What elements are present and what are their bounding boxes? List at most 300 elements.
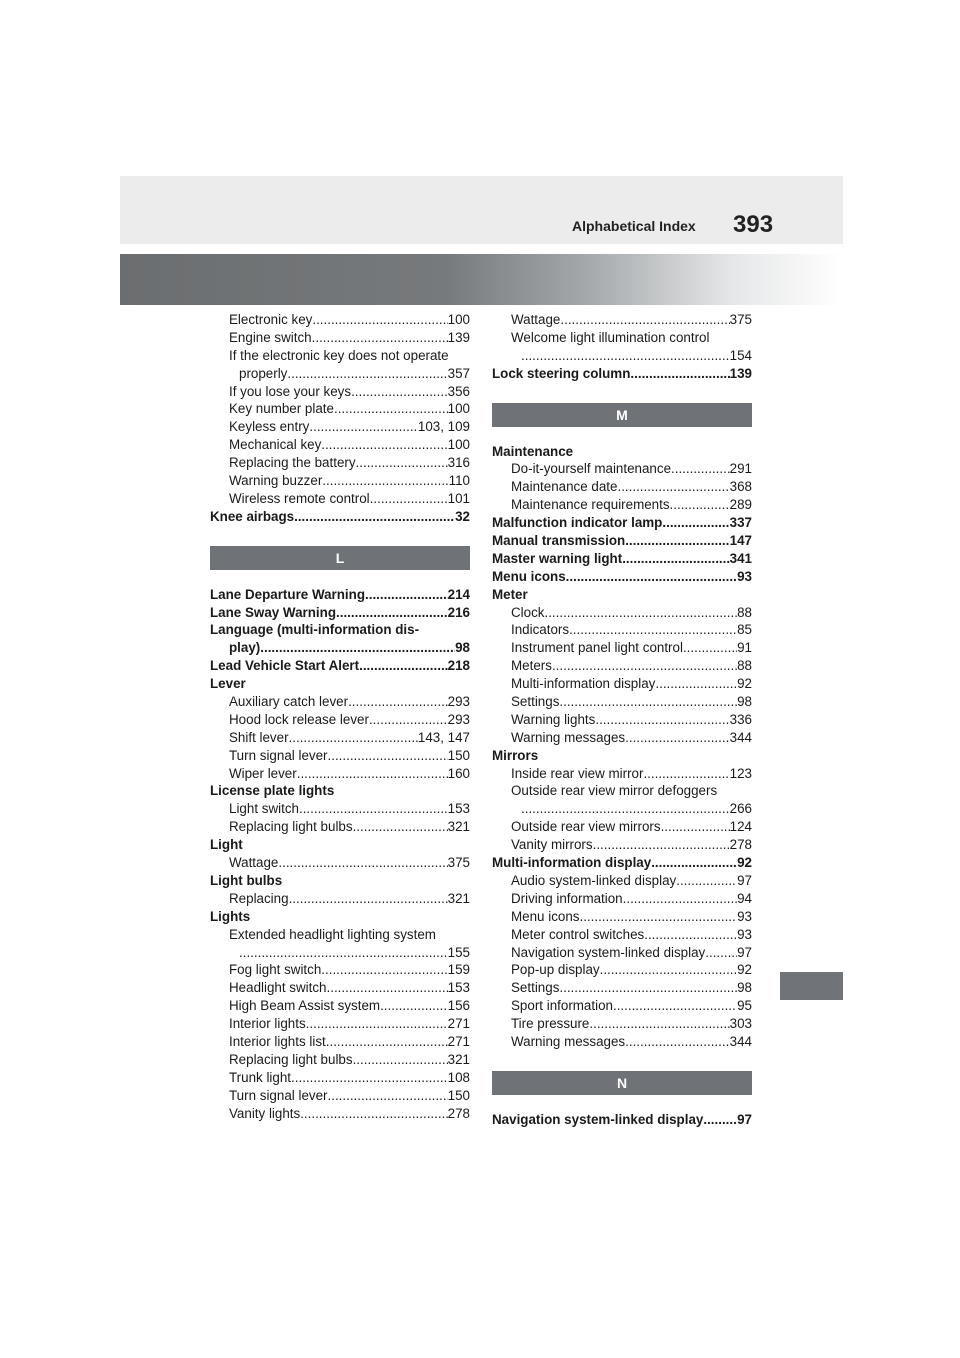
dot-leader — [369, 711, 448, 729]
index-entry-page[interactable]: 91 — [737, 640, 752, 656]
index-entry-term: Hood lock release lever — [229, 711, 369, 727]
index-entry-term: Malfunction indicator lamp — [492, 515, 663, 531]
index-entry-page[interactable]: 321 — [447, 890, 470, 906]
dot-leader — [566, 568, 737, 586]
index-entry-term: Manual transmission — [492, 533, 626, 549]
index-entry-term: Master warning light — [492, 550, 623, 566]
index-entry[interactable] — [492, 365, 752, 383]
dot-leader — [336, 604, 448, 622]
index-entry-term: Warning buzzer — [229, 473, 323, 489]
dot-leader — [351, 383, 448, 401]
index-entry-page[interactable]: 92 — [737, 855, 752, 871]
index-entry[interactable] — [492, 711, 752, 729]
index-entry-term: Fog light switch — [229, 962, 322, 978]
index-entry-page[interactable]: 337 — [729, 515, 752, 531]
dot-leader — [370, 490, 448, 508]
index-entry-term: Vanity mirrors — [511, 837, 593, 853]
dot-leader — [671, 460, 730, 478]
index-entry[interactable] — [492, 979, 752, 997]
index-entry[interactable] — [210, 765, 470, 783]
index-entry-term: Shift lever — [229, 729, 289, 745]
dot-leader — [322, 472, 448, 490]
index-entry[interactable] — [210, 311, 470, 329]
header-band — [120, 254, 843, 305]
index-entry-term: Navigation system-linked display — [511, 944, 706, 960]
index-entry[interactable] — [492, 872, 752, 890]
index-entry-term: Key number plate — [229, 401, 334, 417]
index-entry-page[interactable]: 98 — [737, 980, 752, 996]
index-entry-term: Lock steering column — [492, 365, 631, 381]
index-entry[interactable] — [210, 1105, 470, 1123]
dot-leader — [359, 657, 448, 675]
index-entry[interactable] — [492, 568, 752, 586]
index-entry[interactable] — [492, 532, 752, 550]
dot-leader — [613, 997, 737, 1015]
dot-leader — [595, 711, 729, 729]
index-entry-term: Light — [210, 837, 243, 853]
dot-leader — [544, 604, 737, 622]
index-entry[interactable] — [210, 979, 470, 997]
index-column-right — [492, 311, 752, 1129]
index-entry[interactable] — [210, 329, 470, 347]
index-entry-term: Lead Vehicle Start Alert — [210, 658, 360, 674]
index-entry-page[interactable]: 100 — [447, 401, 470, 417]
dot-leader — [289, 729, 418, 747]
index-entry[interactable] — [492, 1015, 752, 1033]
index-entry — [210, 675, 470, 693]
index-entry-page[interactable]: 93 — [737, 568, 752, 584]
index-entry-page[interactable]: 154 — [729, 347, 752, 363]
dot-leader — [559, 979, 737, 997]
index-entry — [210, 926, 470, 944]
index-entry[interactable] — [492, 765, 752, 783]
dot-leader — [683, 639, 737, 657]
index-entry-page[interactable]: 95 — [737, 998, 752, 1014]
index-entry-term: Lane Sway Warning — [210, 604, 336, 620]
dot-leader — [617, 478, 729, 496]
index-entry-term: Maintenance — [492, 443, 574, 459]
index-entry — [210, 621, 470, 639]
index-entry-page[interactable]: 316 — [447, 455, 470, 471]
dot-leader — [560, 311, 729, 329]
index-entry-term: Meter control switches — [511, 926, 645, 942]
index-entry-term: Menu icons — [492, 568, 566, 584]
index-entry[interactable] — [492, 836, 752, 854]
dot-leader — [353, 818, 448, 836]
index-entry-term: Wattage — [229, 855, 279, 871]
index-entry-term: Wiper lever — [229, 765, 297, 781]
index-entry-term: Mechanical key — [229, 437, 322, 453]
index-entry-term: Warning messages — [511, 1033, 626, 1049]
index-entry-term: Light switch — [229, 801, 299, 817]
index-entry-term: Mirrors — [492, 747, 539, 763]
index-entry-term: Pop-up display — [511, 962, 600, 978]
index-entry[interactable] — [210, 997, 470, 1015]
index-entry-page[interactable]: 357 — [447, 365, 470, 381]
dot-leader — [630, 365, 729, 383]
index-entry-term: If you lose your keys — [229, 383, 352, 399]
dot-leader — [521, 347, 730, 365]
index-entry — [492, 443, 752, 461]
index-entry-page[interactable]: 100 — [447, 312, 470, 327]
index-entry-page[interactable]: 271 — [447, 1033, 470, 1049]
index-entry-term: Replacing light bulbs — [229, 819, 353, 835]
index-entry[interactable] — [210, 1051, 470, 1069]
index-entry-term: Warning lights — [511, 711, 596, 727]
dot-leader — [655, 675, 737, 693]
dot-leader — [662, 514, 729, 532]
index-entry[interactable] — [210, 747, 470, 765]
index-entry-term: Language (multi-information dis- — [210, 622, 420, 638]
index-entry-page[interactable]: 159 — [447, 962, 470, 978]
index-entry[interactable] — [210, 454, 470, 472]
index-entry-page[interactable]: 92 — [737, 962, 752, 978]
dot-leader — [569, 621, 737, 639]
index-entry-page[interactable]: 293 — [447, 694, 470, 710]
index-entry[interactable] — [492, 550, 752, 568]
index-entry[interactable] — [492, 604, 752, 622]
dot-leader — [306, 1015, 448, 1033]
index-entry-term: Warning messages — [511, 729, 626, 745]
index-entry-page[interactable]: 103, 109 — [417, 419, 470, 435]
index-entry-page[interactable]: 356 — [447, 383, 470, 399]
index-entry-term: properly — [239, 365, 288, 381]
index-entry-page[interactable]: 341 — [729, 550, 752, 566]
index-entry-page[interactable]: 156 — [447, 998, 470, 1014]
index-entry-page[interactable]: 123 — [729, 765, 752, 781]
index-entry-term: Headlight switch — [229, 980, 327, 996]
index-entry[interactable] — [492, 496, 752, 514]
dot-leader — [625, 729, 730, 747]
index-entry-term: If the electronic key does not operate — [229, 347, 449, 363]
index-entry-term: Knee airbags — [210, 508, 295, 524]
index-entry[interactable] — [210, 490, 470, 508]
index-entry-page[interactable]: 218 — [447, 658, 470, 674]
index-entry-page[interactable]: 143, 147 — [417, 729, 470, 745]
dot-leader — [676, 872, 737, 890]
index-entry[interactable] — [210, 890, 470, 908]
index-entry-term: Electronic key — [229, 312, 313, 327]
index-entry[interactable] — [210, 854, 470, 872]
index-entry-term: Extended headlight lighting system — [229, 926, 436, 942]
index-entry — [492, 329, 752, 347]
index-entry-term: High Beam Assist system — [229, 998, 381, 1014]
index-entry — [210, 347, 470, 365]
index-entry-term: Welcome light illumination control — [511, 329, 710, 345]
dot-leader — [559, 693, 737, 711]
index-entry-page[interactable]: 214 — [447, 586, 470, 602]
index-entry[interactable] — [210, 639, 470, 657]
index-entry — [210, 782, 470, 800]
index-entry[interactable] — [492, 311, 752, 329]
index-entry[interactable] — [492, 675, 752, 693]
index-entry-page[interactable]: 97 — [737, 872, 752, 888]
dot-leader — [321, 961, 447, 979]
index-entry-page[interactable]: 153 — [447, 980, 470, 996]
index-entry[interactable] — [210, 383, 470, 401]
index-entry-page[interactable]: 291 — [729, 461, 752, 477]
index-entry[interactable] — [210, 365, 470, 383]
index-entry-page[interactable]: 98 — [737, 694, 752, 710]
index-column-left — [210, 311, 470, 1122]
index-entry-term: Do-it-yourself maintenance — [511, 461, 672, 477]
index-entry-term: Driving information — [511, 890, 623, 906]
index-entry-page[interactable]: 160 — [447, 765, 470, 781]
dot-leader — [289, 890, 448, 908]
index-entry[interactable] — [210, 604, 470, 622]
index-entry-page[interactable]: 375 — [447, 855, 470, 871]
index-entry-term: Auxiliary catch lever — [229, 694, 349, 710]
index-entry — [492, 586, 752, 604]
index-entry — [210, 836, 470, 854]
dot-leader — [622, 550, 729, 568]
index-entry-term: Tire pressure — [511, 1016, 590, 1032]
index-entry[interactable] — [492, 800, 752, 818]
index-entry-page[interactable]: 97 — [737, 1111, 752, 1127]
dot-leader — [380, 997, 448, 1015]
dot-leader — [278, 854, 447, 872]
index-entry-page[interactable]: 321 — [447, 1051, 470, 1067]
index-entry-term: Keyless entry — [229, 419, 310, 435]
dot-leader — [623, 890, 737, 908]
index-entry-page[interactable]: 153 — [447, 801, 470, 817]
dot-leader — [299, 800, 448, 818]
index-entry-term: Lights — [210, 908, 251, 924]
index-entry-term: Settings — [511, 694, 560, 710]
dot-leader — [365, 586, 448, 604]
index-entry-page[interactable]: 101 — [447, 490, 470, 506]
index-entry-page[interactable]: 271 — [447, 1016, 470, 1032]
index-entry-term: Interior lights list — [229, 1033, 326, 1049]
dot-leader — [625, 532, 729, 550]
index-entry[interactable] — [210, 729, 470, 747]
index-entry[interactable] — [492, 657, 752, 675]
index-entry-page[interactable]: 375 — [729, 312, 752, 327]
index-entry[interactable] — [210, 944, 470, 962]
index-entry[interactable] — [210, 436, 470, 454]
dot-leader — [356, 454, 448, 472]
index-entry-term: Replacing the battery — [229, 455, 356, 471]
index-entry-page[interactable]: 278 — [729, 837, 752, 853]
dot-leader — [703, 1111, 737, 1129]
dot-leader — [328, 747, 448, 765]
index-entry-term: Maintenance date — [511, 479, 618, 495]
dot-leader — [625, 1033, 730, 1051]
index-entry-page[interactable]: 289 — [729, 497, 752, 513]
index-entry[interactable] — [210, 1087, 470, 1105]
index-entry-page[interactable]: 293 — [447, 711, 470, 727]
dot-leader — [353, 1051, 448, 1069]
dot-leader — [312, 329, 448, 347]
index-entry — [210, 908, 470, 926]
index-entry-page[interactable]: 93 — [737, 926, 752, 942]
index-entry-term: Light bulbs — [210, 872, 283, 888]
dot-leader — [593, 836, 730, 854]
dot-leader — [521, 800, 730, 818]
index-entry[interactable] — [210, 400, 470, 418]
index-entry-term: play) — [229, 640, 261, 656]
page-number: 393 — [733, 211, 774, 238]
index-entry-term: Interior lights — [229, 1016, 306, 1032]
index-entry[interactable] — [210, 711, 470, 729]
dot-leader — [589, 1015, 729, 1033]
index-entry-term: Meters — [511, 658, 552, 674]
dot-leader — [643, 765, 729, 783]
index-entry[interactable] — [492, 693, 752, 711]
index-entry[interactable] — [210, 508, 470, 526]
index-entry[interactable] — [492, 818, 752, 836]
dot-leader — [326, 1033, 448, 1051]
index-entry-page[interactable]: 100 — [447, 437, 470, 453]
index-entry-term: Replacing light bulbs — [229, 1051, 353, 1067]
index-entry[interactable] — [210, 472, 470, 490]
index-entry-page[interactable]: 88 — [737, 658, 752, 674]
index-entry-term: Inside rear view mirror — [511, 765, 644, 781]
index-letter-heading: M — [492, 403, 752, 427]
index-entry[interactable] — [492, 961, 752, 979]
index-entry-term: Multi-information display — [492, 855, 652, 871]
index-entry-page[interactable]: 139 — [729, 365, 752, 381]
dot-leader — [334, 400, 448, 418]
index-entry[interactable] — [210, 693, 470, 711]
section-title: Alphabetical Index — [572, 218, 696, 234]
index-entry[interactable] — [210, 586, 470, 604]
index-entry-page[interactable]: 150 — [447, 747, 470, 763]
index-entry-term: Instrument panel light control — [511, 640, 683, 656]
index-entry[interactable] — [492, 460, 752, 478]
index-entry[interactable] — [210, 657, 470, 675]
chapter-tab[interactable] — [780, 972, 843, 1000]
index-entry-term: Wireless remote control — [229, 490, 370, 506]
index-letter-heading: N — [492, 1071, 752, 1095]
dot-leader — [300, 1105, 447, 1123]
index-entry[interactable] — [210, 1015, 470, 1033]
index-entry[interactable] — [210, 418, 470, 436]
index-entry-page[interactable]: 155 — [447, 944, 470, 960]
index-entry-page[interactable]: 216 — [447, 604, 470, 620]
index-entry-page[interactable]: 97 — [737, 944, 752, 960]
dot-leader — [348, 693, 448, 711]
index-entry-term: Clock — [511, 604, 545, 620]
index-entry[interactable] — [492, 926, 752, 944]
index-entry-term: Lever — [210, 676, 246, 692]
index-letter-heading: L — [210, 546, 470, 570]
index-entry[interactable] — [492, 347, 752, 365]
index-entry-page[interactable]: 98 — [455, 640, 470, 656]
index-entry-term: Meter — [492, 586, 528, 602]
index-entry[interactable] — [492, 890, 752, 908]
index-entry-term: Settings — [511, 980, 560, 996]
index-entry — [492, 782, 752, 800]
index-entry-term: Engine switch — [229, 329, 312, 345]
dot-leader — [309, 418, 417, 436]
index-entry[interactable] — [492, 997, 752, 1015]
dot-leader — [312, 311, 447, 329]
dot-leader — [297, 765, 448, 783]
index-entry[interactable] — [492, 908, 752, 926]
index-entry-term: License plate lights — [210, 783, 335, 799]
index-entry-page[interactable]: 266 — [729, 801, 752, 817]
index-entry[interactable] — [492, 1033, 752, 1051]
dot-leader — [644, 926, 737, 944]
index-entry-page[interactable]: 150 — [447, 1087, 470, 1103]
index-entry-page[interactable]: 88 — [737, 604, 752, 620]
dot-leader — [328, 1087, 448, 1105]
dot-leader — [291, 1069, 448, 1087]
index-entry[interactable] — [492, 639, 752, 657]
dot-leader — [239, 944, 448, 962]
index-entry[interactable] — [492, 944, 752, 962]
index-entry-term: Multi-information display — [511, 676, 656, 692]
index-entry[interactable] — [492, 854, 752, 872]
index-entry-term: Outside rear view mirror defoggers — [511, 783, 718, 799]
index-entry[interactable] — [210, 1069, 470, 1087]
index-entry-page[interactable]: 344 — [729, 729, 752, 745]
index-entry-term: Vanity lights — [229, 1105, 301, 1121]
index-entry-term: Indicators — [511, 622, 570, 638]
index-entry-term: Replacing — [229, 890, 289, 906]
index-entry-page[interactable]: 124 — [729, 819, 752, 835]
index-entry-term: Turn signal lever — [229, 747, 328, 763]
index-entry-term: Sport information — [511, 998, 613, 1014]
index-entry-page[interactable]: 147 — [729, 533, 752, 549]
index-entry[interactable] — [492, 621, 752, 639]
index-entry-term: Trunk light — [229, 1069, 292, 1085]
index-entry-page[interactable]: 336 — [729, 711, 752, 727]
index-entry-term: Menu icons — [511, 908, 580, 924]
index-entry[interactable] — [210, 1033, 470, 1051]
dot-leader — [552, 657, 737, 675]
dot-leader — [670, 496, 730, 514]
index-entry-page[interactable]: 93 — [737, 908, 752, 924]
index-entry-page[interactable]: 303 — [729, 1016, 752, 1032]
index-entry-page[interactable]: 139 — [447, 329, 470, 345]
dot-leader — [321, 436, 447, 454]
index-entry — [210, 872, 470, 890]
dot-leader — [287, 365, 447, 383]
index-entry — [492, 747, 752, 765]
index-entry[interactable] — [210, 818, 470, 836]
index-entry[interactable] — [210, 800, 470, 818]
index-entry-term: Lane Departure Warning — [210, 586, 366, 602]
dot-leader — [661, 818, 730, 836]
index-entry-term: Audio system-linked display — [511, 872, 677, 888]
index-entry-term: Turn signal lever — [229, 1087, 328, 1103]
index-entry-page[interactable]: 85 — [737, 622, 752, 638]
index-entry[interactable] — [492, 1111, 752, 1129]
index-entry[interactable] — [210, 961, 470, 979]
index-entry-page[interactable]: 368 — [729, 479, 752, 495]
index-entry-term: Maintenance requirements — [511, 497, 670, 513]
dot-leader — [260, 639, 455, 657]
index-entry-page[interactable]: 94 — [737, 890, 752, 906]
index-entry[interactable] — [492, 514, 752, 532]
index-entry-page[interactable]: 108 — [447, 1069, 470, 1085]
index-entry[interactable] — [492, 478, 752, 496]
dot-leader — [705, 944, 737, 962]
index-entry-term: Navigation system-linked display — [492, 1111, 704, 1127]
index-entry-page[interactable]: 92 — [737, 676, 752, 692]
index-entry-page[interactable]: 278 — [447, 1105, 470, 1121]
index-entry-term: Outside rear view mirrors — [511, 819, 661, 835]
index-entry-page[interactable]: 321 — [447, 819, 470, 835]
index-entry-page[interactable]: 110 — [448, 473, 470, 489]
dot-leader — [600, 961, 738, 979]
index-entry-page[interactable]: 32 — [455, 508, 470, 524]
index-entry[interactable] — [492, 729, 752, 747]
index-entry-page[interactable]: 344 — [729, 1033, 752, 1049]
dot-leader — [327, 979, 448, 997]
